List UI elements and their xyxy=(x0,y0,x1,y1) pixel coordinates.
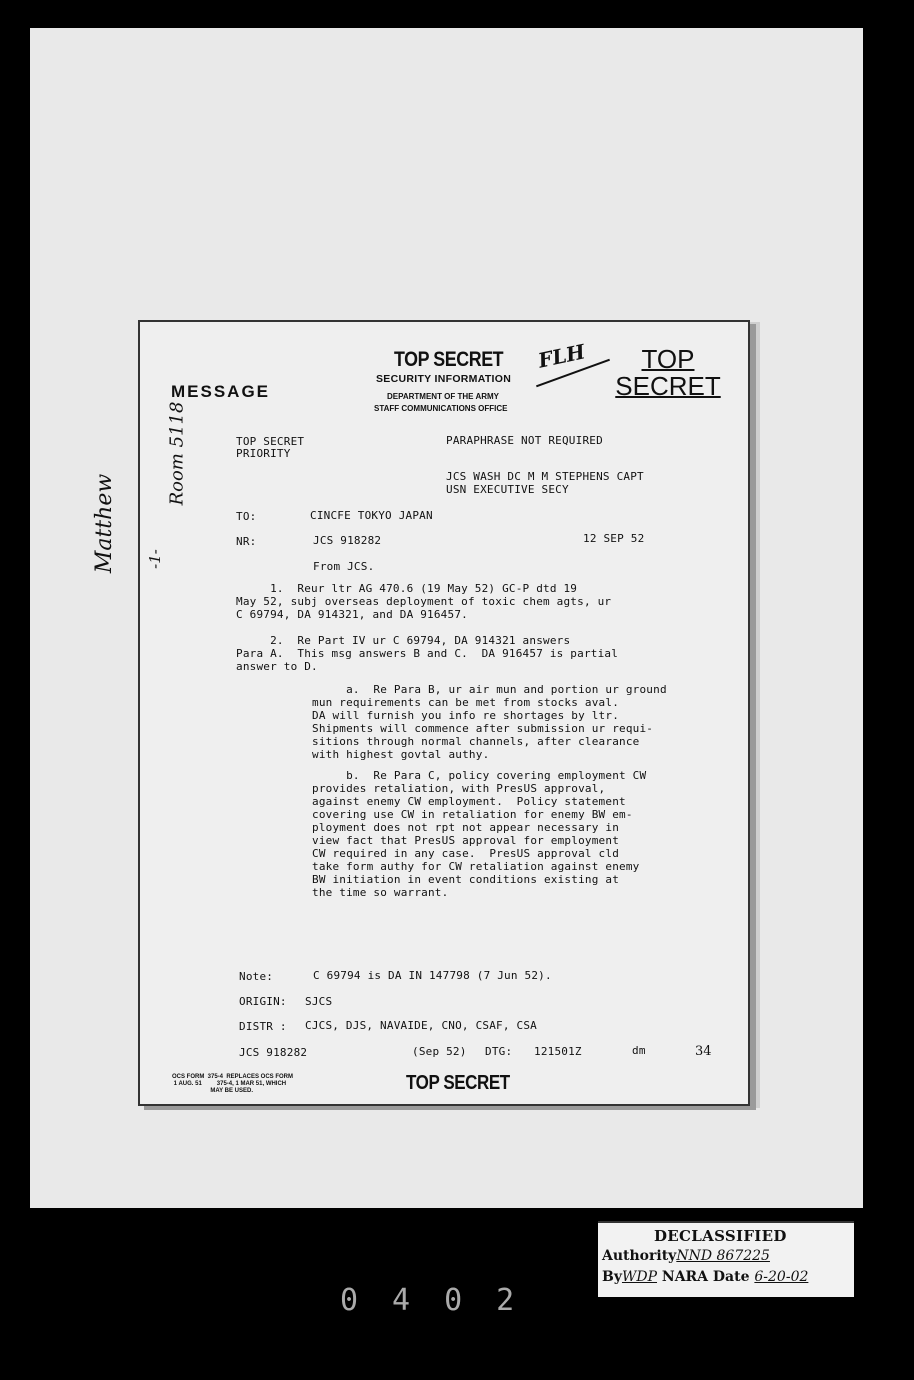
nr-label: NR: xyxy=(236,535,257,548)
form-number: OCS FORM 375-4 REPLACES OCS FORM 1 AUG. 51 375-4, 1 MAR 51, WHICH MAY BE USED. xyxy=(172,1074,294,1094)
from-line: From JCS. xyxy=(313,560,375,573)
typist-initials: dm xyxy=(632,1044,646,1057)
page-number: 34 xyxy=(695,1044,712,1059)
authority-line: AuthorityNND 867225 xyxy=(602,1248,770,1264)
paraphrase-note: PARAPHRASE NOT REQUIRED xyxy=(446,434,603,447)
ref-month: (Sep 52) xyxy=(412,1045,467,1058)
declassification-stamp xyxy=(598,1221,854,1297)
origin-label: ORIGIN: xyxy=(239,995,287,1008)
handwritten-initials: FLH xyxy=(536,339,588,373)
top-secret-footer: TOP SECRET xyxy=(406,1072,510,1094)
message-form xyxy=(138,320,750,1106)
priority: PRIORITY xyxy=(236,447,291,460)
declassified-title: DECLASSIFIED xyxy=(654,1227,787,1245)
origin-value: SJCS xyxy=(305,995,333,1008)
sender-line-2: USN EXECUTIVE SECY xyxy=(446,483,569,496)
top-secret-stamp: TOP SECRET xyxy=(615,344,721,401)
mark-note: -1- xyxy=(145,549,164,569)
paragraph-a: a. Re Para B, ur air mun and portion ur ground mun requirements can be met from stocks aval. DA will furnish you info re shortages by ltr. Shipments will commence after submission ur requi- sitions through normal channels, after clearance with highest govtal authy. xyxy=(312,683,667,761)
distribution-label: DISTR : xyxy=(239,1020,287,1033)
name-note: Matthew xyxy=(92,473,118,574)
to-label: TO: xyxy=(236,510,257,523)
dtg-value: 121501Z xyxy=(534,1045,582,1058)
paragraph-1: 1. Reur ltr AG 470.6 (19 May 52) GC-P dtd 19 May 52, subj overseas deployment of toxic chem agts, ur C 69794, DA 914321, and DA 916457. xyxy=(236,582,612,621)
distribution-value: CJCS, DJS, NAVAIDE, CNO, CSAF, CSA xyxy=(305,1019,537,1032)
note-value: C 69794 is DA IN 147798 (7 Jun 52). xyxy=(313,969,552,982)
security-information: SECURITY INFORMATION xyxy=(376,373,512,385)
sender-line-1: JCS WASH DC M M STEPHENS CAPT xyxy=(446,470,644,483)
top-secret-header: TOP SECRET xyxy=(394,348,504,371)
reference-number: JCS 918282 xyxy=(239,1046,308,1059)
paragraph-2: 2. Re Part IV ur C 69794, DA 914321 answers Para A. This msg answers B and C. DA 916457 is partial answer to D. xyxy=(236,634,619,673)
message-date: 12 SEP 52 xyxy=(583,532,645,545)
message-label: MESSAGE xyxy=(171,382,271,401)
department-name: DEPARTMENT OF THE ARMY xyxy=(387,392,499,401)
handwritten-margin-note xyxy=(92,401,210,665)
nr-value: JCS 918282 xyxy=(313,534,382,547)
frame-number: 0402 xyxy=(340,1283,549,1318)
room-note: Room 5118 xyxy=(166,401,188,506)
note-label: Note: xyxy=(239,970,274,983)
by-line: ByWDP NARA Date 6-20-02 xyxy=(602,1269,809,1285)
dtg-label: DTG: xyxy=(485,1045,513,1058)
to-value: CINCFE TOKYO JAPAN xyxy=(310,509,433,522)
paragraph-b: b. Re Para C, policy covering employment CW provides retaliation, with PresUS approval, against enemy CW employment. Policy statement covering use CW in retaliation for enemy BW em- ployment does not rpt not appear necessary in view fact that PresUS approval for employment CW required in any case. PresUS approval cld take form authy for CW retaliation against enemy BW initiation in event conditions existing at the time so warrant. xyxy=(312,769,647,899)
class-line: TOP SECRET xyxy=(236,435,305,448)
office-name: STAFF COMMUNICATIONS OFFICE xyxy=(374,404,508,413)
